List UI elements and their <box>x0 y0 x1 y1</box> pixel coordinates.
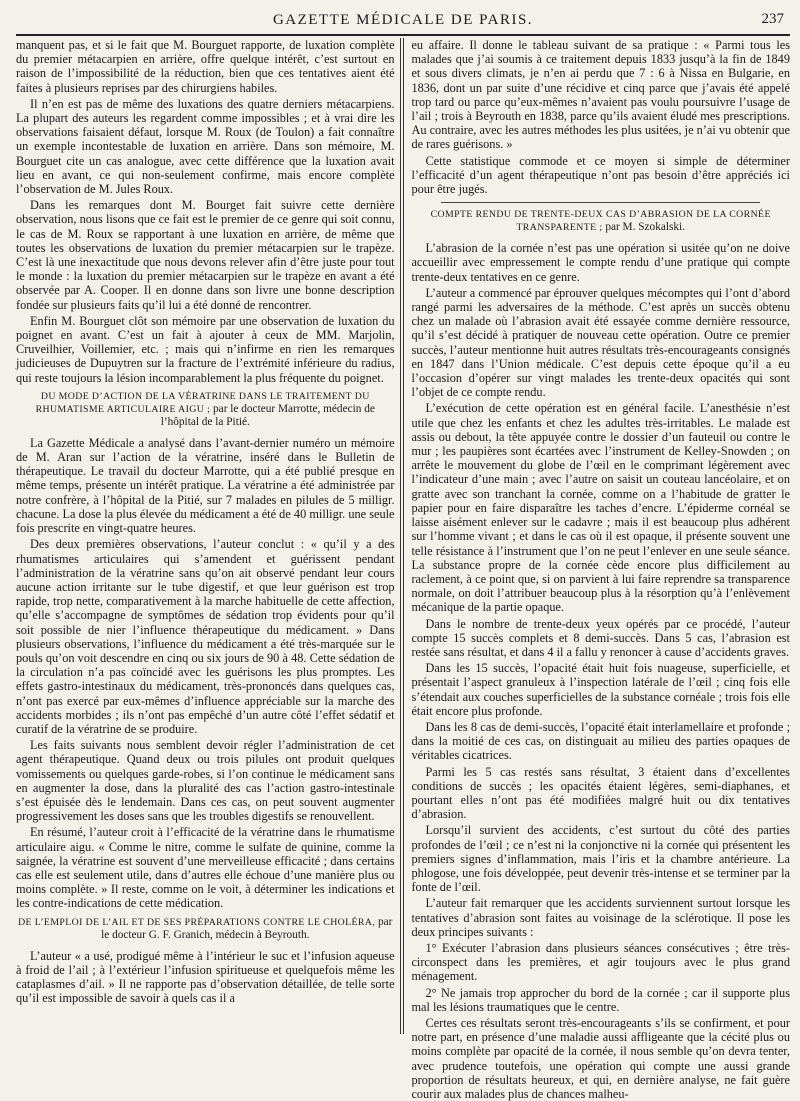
journal-title: GAZETTE MÉDICALE DE PARIS. <box>272 12 534 28</box>
paragraph: L’auteur a commencé par éprouver quelques mécomptes qui l’ont d’abord rangé parmi les adversaires de la méthode. C’est après un succès obtenu chez un malade où l’abrasion avait été essayée comme dernière ressource, qu’il s’est décidé à pratiquer de nouveau cette opération. Outre ce premier succès, l’auteur mentionne huit autres résultats très-encourageants consignés en 1847 dans l’Union médicale. C’est depuis cette époque qu’il a eu l’occasion d’opérer sur vingt malades les trente-deux opacités qui sont l’objet de ce compte rendu. <box>411 285 790 400</box>
paragraph: Les faits suivants nous semblent devoir régler l’administration de cet agent thérapeutique. Quand deux ou trois pilules ont produit quelques vomissements ou quelques garde-robes, si l’on continue le médicament sans en augmenter la dose, dans la pluralité des cas l’action gastro-intestinale s’est épuisée dès le lendemain. Dans ces cas, on peut souvent augmenter progressivement les doses sans que les troubles digestifs se renouvellent. <box>16 738 395 824</box>
paragraph: Lorsqu’il survient des accidents, c’est surtout du côté des parties profondes de l’œil ; ce n’est ni la conjonctive ni la cornée qui présentent les premiers signes d’inflammation, mais l’iris et la chambre antérieure. La phlogose, une fois développée, peut devenir très-intense et se terminer par la fonte de l’œil. <box>411 823 790 895</box>
paragraph: L’abrasion de la cornée n’est pas une opération si usitée qu’on ne doive accueillir avec empressement le compte rendu d’une pratique qui compte trente-deux tentatives en ce genre. <box>411 241 790 284</box>
right-column <box>404 38 790 1101</box>
paragraph: manquent pas, et si le fait que M. Bourguet rapporte, de luxation complète du premier métacarpien en arrière, offre quelque intérêt, c’est surtout en raison de l’impossibilité de la réduction, bien que ces tentatives aient été faites à plusieurs reprises par des chirurgiens habiles. <box>16 38 395 95</box>
section-heading-caps: DE L’EMPLOI DE L’AIL ET DE SES PRÉPARATIONS CONTRE LE CHOLÉRA, <box>18 916 376 928</box>
section-heading-caps: COMPTE RENDU DE TRENTE-DEUX CAS D’ABRASION DE LA CORNÉE TRANSPARENTE ; <box>430 209 771 234</box>
paragraph: L’auteur fait remarquer que les accidents surviennent surtout lorsque les tentatives d’abrasion sont faites au voisinage de la sclérotique. Il pose les deux principes suivants : <box>411 896 790 939</box>
section-divider <box>441 202 760 203</box>
paragraph: Enfin M. Bourguet clôt son mémoire par une observation de luxation du poignet en avant. C’est un fait à ajouter à ceux de MM. Marjolin, Cruveilhier, Voillemier, etc. ; mais qui n’infirme en rien les remarques judicieuses de Dupuytren sur la fracture de l’extrémité inférieure du radius, qui reste toujours la lésion incomparablement la plus fréquente du poignet. <box>16 313 395 385</box>
section-heading-caps: DU MODE D’ACTION DE LA VÉRATRINE DANS LE TRAITEMENT DU RHUMATISME ARTICULAIRE AIGU ; <box>35 390 370 415</box>
paragraph: Il n’en est pas de même des luxations des quatre derniers métacarpiens. La plupart des auteurs les regardent comme impossibles ; et à vrai dire les observations faisaient défaut, lorsque M. Roux (de Toulon) a fait connaître un exemple incontestable de luxation en arrière. Dans son mémoire, M. Bourguet cite un cas analogue, avec cette différence que la luxation avait lieu en avant, ce qui non-seulement confirme, mais encore complète l’observation de M. Jules Roux. <box>16 96 395 197</box>
paragraph: En résumé, l’auteur croit à l’efficacité de la vératrine dans le rhumatisme articulaire aigu. « Comme le nitre, comme le sulfate de quinine, comme la saignée, la vératrine est souvent d’une merveilleuse efficacité ; dans certains cas elle est seulement utile, dans d’autres elle échoue d’une manière plus ou moins complète. » Il reste, comme on le voit, à déterminer les indications et les contre-indications de cette médication. <box>16 825 395 911</box>
paragraph: Certes ces résultats seront très-encourageants s’ils se confirment, et pour notre part, en présence d’une maladie aussi affligeante que la cécité plus ou moins complète par opacité de la cornée, il nous semble qu’on devra tenter, avec prudence toutefois, une opération qui compte une aussi grande proportion de résultats heureux, et qui, en dernière analyse, ne fait guère courir aux malades plus de chances malheu- <box>411 1016 790 1101</box>
paragraph: Cette statistique commode et ce moyen si simple de déterminer l’efficacité d’un agent thérapeutique n’ont pas besoin d’être appréciés ici pour être jugés. <box>411 153 790 197</box>
page-number: 237 <box>761 11 784 27</box>
section-heading-author: par le docteur G. F. Granich, médecin à Beyrouth. <box>101 915 393 941</box>
paragraph: Dans les 8 cas de demi-succès, l’opacité était interlamellaire et profonde ; dans la moitié de ces cas, on distinguait au milieu des parties opaques de véritables cicatrices. <box>411 719 790 763</box>
text-columns <box>16 38 790 1101</box>
paragraph: L’auteur « a usé, prodigué même à l’intérieur le suc et l’infusion aqueuse à froid de l’ail ; à l’extérieur l’infusion spiritueuse et quelquefois même les cataplasmes d’ail. » Il ne rapporte pas d’observation détaillée, de telle sorte qu’il est impossible de savoir à quels cas il a <box>16 948 395 1006</box>
paragraph: L’exécution de cette opération est en général facile. L’anesthésie n’est utile que chez les enfants et chez les adultes très-irritables. Le malade est assis ou debout, la tête appuyée contre le dossier d’un fauteuil ou contre le mur ; les paupières sont écartées avec l’instrument de Kelley-Snowden ; on arrête le mouvement du globe de l’œil en le comprimant légèrement avec l’indicateur d’une main ; avec l’autre on saisit un couteau lancéolaire, et on gratte avec son tranchant la cornée, comme on a l’habitude de gratter le papier pour en faire disparaître les taches d’encre. L’épiderme cornéal se laisse aisément enlever sur le cadavre ; mais il est beaucoup plus adhérent sur l’homme vivant ; et dans le cas où il est opaque, il présente souvent une telle résistance à l’instrument que l’on ne peut l’enlever en une seule séance. La substance propre de la cornée cède encore plus difficilement au raclement, à ce point que, si on parvient à lui faire reprendre sa transparence normale, on doit l’attribuer beaucoup plus à la résorption qu’à l’enlèvement mécanique de la partie opaque. <box>411 401 790 615</box>
section-heading-author: par M. Szokalski. <box>605 221 686 234</box>
section-heading-cornee <box>411 208 790 234</box>
paragraph: Parmi les 5 cas restés sans résultat, 3 étaient dans d’excellentes conditions de succès ; les opacités étaient légères, semi-diaphanes, et pourtant elles n’ont pas été modifiées malgré huit ou dix tentatives d’abrasion. <box>411 764 790 822</box>
paragraph: 1° Exécuter l’abrasion dans plusieurs séances consécutives ; être très-circonspect dans les premières, et agir toujours avec le plus grand ménagement. <box>411 940 790 984</box>
left-column <box>16 38 400 1034</box>
paragraph: eu affaire. Il donne le tableau suivant de sa pratique : « Parmi tous les malades que j’ai soumis à ce traitement depuis 1833 jusqu’à la fin de 1849 et sous divers climats, je n’en ai perdu que 7 : 6 à Nissa en Bulgarie, en 1836, dont un par suite d’une récidive et cinq parce que j’avais été appelé trop tard ou parce qu’eux-mêmes n’avaient pas voulu poursuivre l’usage de l’ail ; trois à Beyrouth en 1838, parce qu’ils avaient éludé mes prescriptions. Au contraire, avec les autres méthodes les plus usitées, je n’ai vu obtenir que de rares guérisons. » <box>411 38 790 152</box>
paragraph: La Gazette Médicale a analysé dans l’avant-dernier numéro un mémoire de M. Aran sur l’action de la vératrine, inséré dans le Bulletin de thérapeutique. Le travail du docteur Marrotte, qui a été publié presque en même temps, présente un intérêt pratique. La vératrine a été administrée par notre confrère, à l’hôpital de la Pitié, sur 7 malades en pilules de 5 milligr. chacune. La dose la plus élevée du médicament a été de 40 milligr. une seule fois prescrite en vingt-quatre heures. <box>16 435 395 536</box>
section-heading-veratrine <box>16 390 395 429</box>
paragraph: Dans les remarques dont M. Bourget fait suivre cette dernière observation, nous lisons que ce fait est le premier de ce genre qui soit connu, le cas de M. Roux se rapportant à une luxation en arrière, de même que toutes les observations de luxation du premier métacarpien sur le trapèze. C’est là une inexactitude que nous devons relever afin d’être juste pour tout le monde : la luxation du premier métacarpien sur le trapèze en avant a été observée par A. Cooper. Il en donne dans son livre une bonne description fondée sur plusieurs faits qu’il lui a été donné de rencontrer. <box>16 198 395 312</box>
section-heading-ail <box>16 916 395 942</box>
section-heading-author: par le docteur Marrotte, médecin de l’hôpital de la Pitié. <box>160 402 375 428</box>
paragraph: Dans les 15 succès, l’opacité était huit fois nuageuse, superficielle, et présentait l’aspect granuleux à l’inspection latérale de l’œil ; cinq fois elle s’étendait aux couches superficielles de la substance cornéale ; trois fois elle était encore plus profonde. <box>411 661 790 718</box>
paragraph: 2° Ne jamais trop approcher du bord de la cornée ; car il supporte plus mal les lésions traumatiques que le centre. <box>411 985 790 1014</box>
paragraph: Dans le nombre de trente-deux yeux opérés par ce procédé, l’auteur compte 15 succès complets et 8 demi-succès. Dans 5 cas, l’abrasion est restée sans résultat, et dans 4 il a fallu y renoncer à cause d’accidents graves. <box>411 616 790 659</box>
paragraph: Des deux premières observations, l’auteur conclut : « qu’il y a des rhumatismes articulaires qui s’amendent et guérissent pendant l’administration de la vératrine sans qu’on ait observé pendant leur cours aucune action irritante sur le tube digestif, et que leur guérison est trop rapide, trop nette, comparativement à la marche habituelle de cette affection, qu’elle s’accompagne de symptômes de sédation trop évidents pour qu’il soit possible de nier l’influence thérapeutique du médicament. » Dans plusieurs observations, l’influence du médicament a été très-marquée sur le pouls qu’on voit descendre en cinq ou six jours de 90 à 48. Cette sédation de la circulation n’a pas coïncidé avec les guérisons les plus promptes. Les effets gastro-intestinaux du médicament, très-prononcés dans quelques cas, n’ont pas exercé par eux-mêmes d’influence appréciable sur la marche des accidents morbides ; ils n’ont pas empêché d’un autre côté l’effet sédatif et curatif de la vératrine de se produire. <box>16 537 395 736</box>
page-header <box>16 8 790 36</box>
